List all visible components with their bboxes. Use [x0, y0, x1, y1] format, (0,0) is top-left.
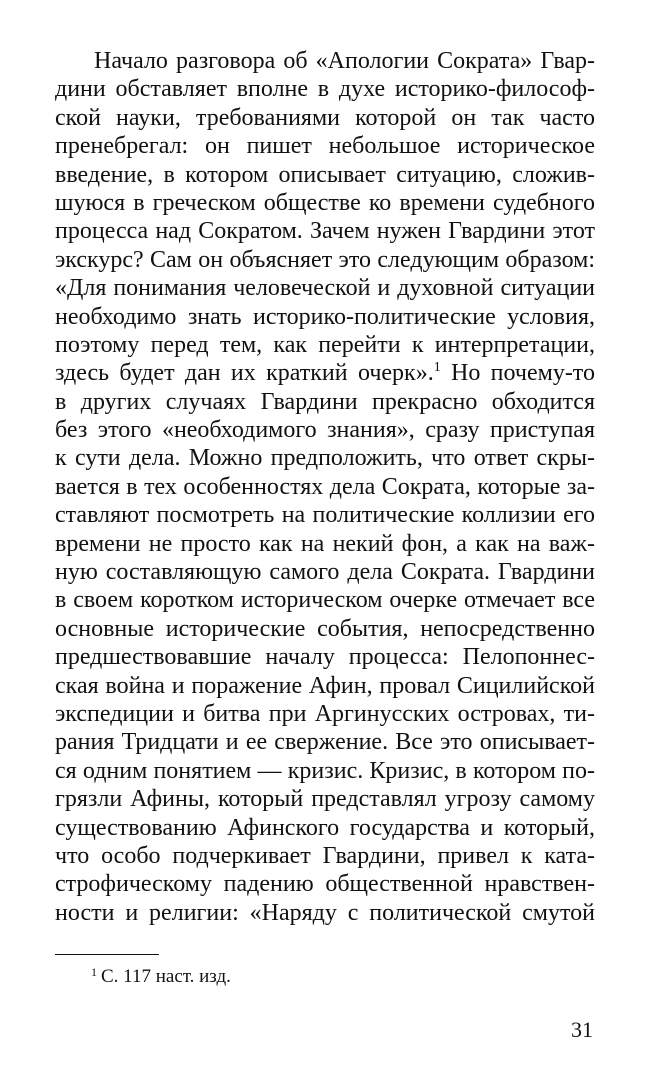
text-line: без этого «необходимого знания», сразу приступая: [55, 417, 595, 444]
footnote: [91, 965, 231, 989]
text-line: ную составляющую самого дела Сократа. Гвардини: [55, 559, 595, 586]
text-line: ности и религии: «Наряду с политической смутой: [55, 899, 595, 926]
text-line-with-footnote-ref: [55, 359, 595, 387]
text-line: времени не просто как на некий фон, а как на важ-: [55, 530, 595, 557]
text-line: вается в тех особенностях дела Сократа, которые за-: [55, 473, 595, 500]
text-line: поэтому перед тем, как перейти к интерпретации,: [55, 331, 595, 358]
footnote-reference[interactable]: 1: [433, 360, 441, 376]
footnote-divider: [55, 954, 159, 955]
text-line: существованию Афинского государства и который,: [55, 814, 595, 841]
text-line: в других случаях Гвардини прекрасно обходится: [55, 388, 595, 415]
text-line: строфическому падению общественной нравствен-: [55, 871, 595, 898]
text-line: шуюся в греческом обществе ко времени судебного: [55, 189, 595, 216]
text-line: введение, в котором описывает ситуацию, сложив-: [55, 161, 595, 188]
text-line: необходимо знать историко-политические условия,: [55, 303, 595, 330]
main-text: [55, 47, 595, 927]
text-line: грязли Афины, который представлял угрозу самому: [55, 786, 595, 813]
text-line: экспедиции и битва при Аргинусских островах, ти-: [55, 700, 595, 727]
text-segment: Но почему-то: [440, 360, 595, 387]
text-line: рания Тридцати и ее свержение. Все это описывает-: [55, 729, 595, 756]
text-segment: здесь будет дан их краткий очерк».: [55, 360, 434, 387]
text-line: основные исторические события, непосредственно: [55, 615, 595, 642]
text-line: Начало разговора об «Апологии Сократа» Гвар-: [94, 48, 595, 74]
text-line: в своем коротком историческом очерке отмечает все: [55, 587, 595, 614]
text-line: предшествовавшие началу процесса: Пелопоннес-: [55, 644, 595, 671]
text-line: ской науки, требованиями которой он так часто: [55, 104, 595, 131]
text-line: «Для понимания человеческой и духовной ситуации: [55, 275, 595, 302]
text-line: процесса над Сократом. Зачем нужен Гвардини этот: [55, 218, 595, 245]
footnote-marker: 1: [91, 965, 97, 979]
text-line: дини обставляет вполне в духе историко-философ-: [55, 76, 595, 103]
text-line: ставляют посмотреть на политические коллизии его: [55, 502, 595, 529]
text-line: экскурс? Сам он объясняет это следующим образом:: [55, 246, 595, 273]
page-number: 31: [571, 1017, 593, 1042]
text-line: ская война и поражение Афин, провал Сицилийской: [55, 672, 595, 699]
text-line: ся одним понятием — кризис. Кризис, в котором по-: [55, 757, 595, 784]
footnote-text: С. 117 наст. изд.: [101, 966, 231, 987]
text-line: что особо подчеркивает Гвардини, привел к ката-: [55, 842, 595, 869]
text-line: пренебрегал: он пишет небольшое историческое: [55, 133, 595, 160]
text-line: к сути дела. Можно предположить, что ответ скры-: [55, 445, 595, 472]
